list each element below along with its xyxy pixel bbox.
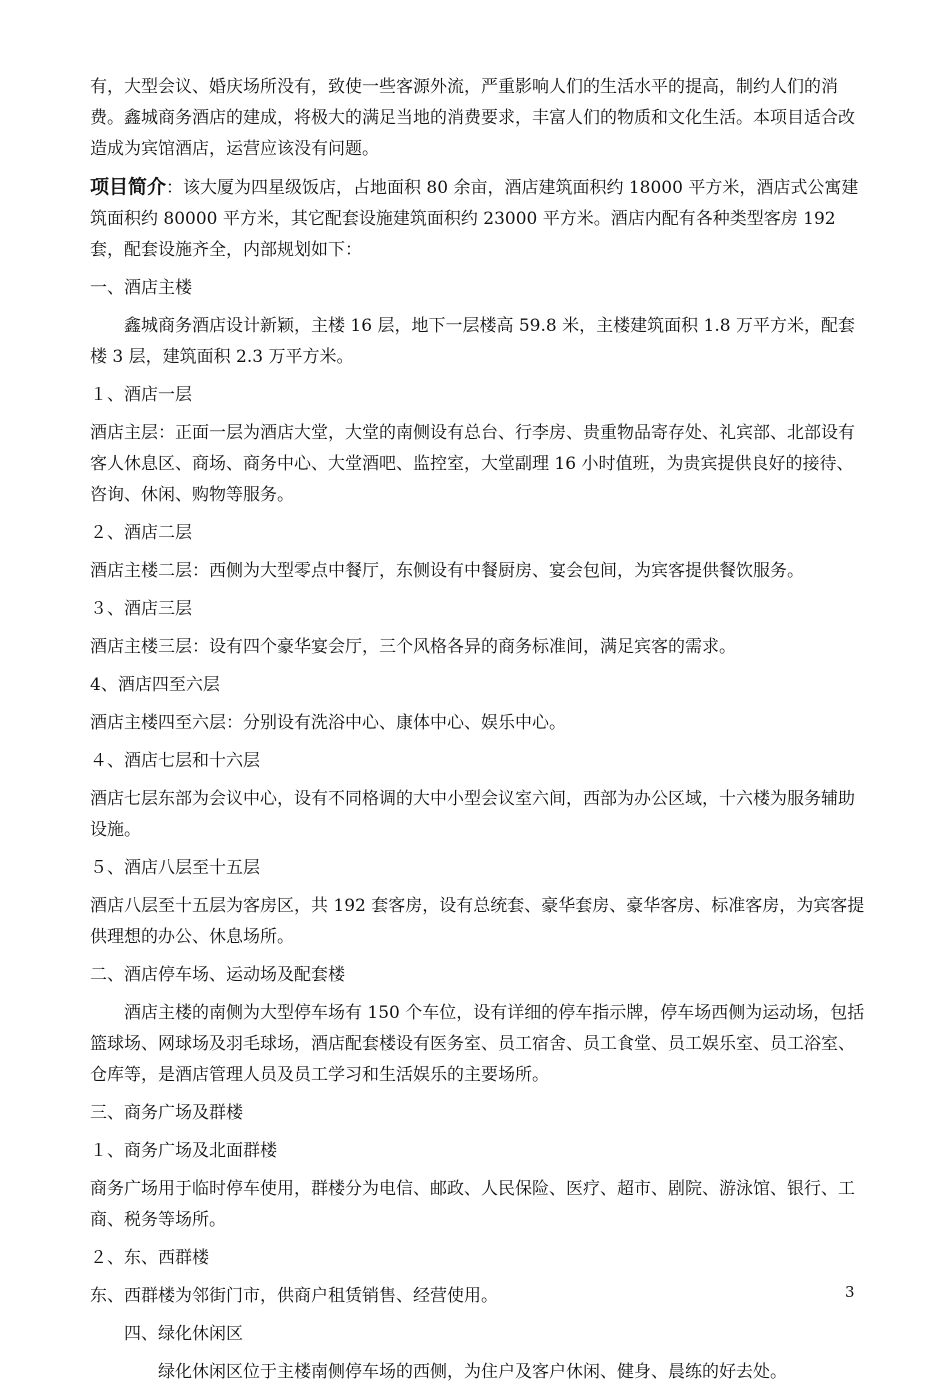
project-intro-body: ：该大厦为四星级饭店，占地面积 80 余亩，酒店建筑面积约 18000 平方米，酒店式公寓建筑面积约 80000 平方米，其它配套设施建筑面积约 23000 平方米。酒店内配有各种类型客房 192 套，配套设施齐全，内部规划如下：: [90, 178, 859, 260]
document-body: [90, 72, 865, 1395]
opening-paragraph: 有，大型会议、婚庆场所没有，致使一些客源外流，严重影响人们的生活水平的提高，制约人们的消费。鑫城商务酒店的建成，将极大的满足当地的消费要求，丰富人们的物质和文化生活。本项目适合改造成为宾馆酒店，运营应该没有问题。: [90, 77, 855, 159]
project-intro-paragraph: [90, 172, 865, 266]
section-1-2-title: ２、酒店二层: [90, 523, 192, 543]
section-3-1-title: １、商务广场及北面群楼: [90, 1141, 277, 1161]
section-1-title: 一、酒店主楼: [90, 278, 192, 298]
section-3-1-body: 商务广场用于临时停车使用，群楼分为电信、邮政、人民保险、医疗、超市、剧院、游泳馆、银行、工商、税务等场所。: [90, 1179, 855, 1230]
section-1-6-body: 酒店八层至十五层为客房区，共 192 套客房，设有总统套、豪华套房、豪华客房、标准客房，为宾客提供理想的办公、休息场所。: [90, 896, 865, 947]
section-3-2-title: ２、东、西群楼: [90, 1248, 209, 1268]
section-1-1-body: 酒店主层：正面一层为酒店大堂，大堂的南侧设有总台、行李房、贵重物品寄存处、礼宾部、北部设有客人休息区、商场、商务中心、大堂酒吧、监控室，大堂副理 16 小时值班，为贵宾提供良好的接待、咨询、休闲、购物等服务。: [90, 423, 855, 505]
section-3-2-body: 东、西群楼为邻街门市，供商户租赁销售、经营使用。: [90, 1286, 498, 1306]
section-4-title: 四、绿化休闲区: [124, 1324, 243, 1344]
section-1-3-body: 酒店主楼三层：设有四个豪华宴会厅，三个风格各异的商务标准间，满足宾客的需求。: [90, 637, 736, 657]
section-2-body: 酒店主楼的南侧为大型停车场有 150 个车位，设有详细的停车指示牌，停车场西侧为运动场，包括篮球场、网球场及羽毛球场，酒店配套楼设有医务室、员工宿舍、员工食堂、员工娱乐室、员工浴室、仓库等，是酒店管理人员及员工学习和生活娱乐的主要场所。: [90, 1003, 865, 1085]
section-1-1-title: １、酒店一层: [90, 385, 192, 405]
section-2-title: 二、酒店停车场、运动场及配套楼: [90, 965, 345, 985]
section-3-title: 三、商务广场及群楼: [90, 1103, 243, 1123]
section-1-4-body: 酒店主楼四至六层：分别设有洗浴中心、康体中心、娱乐中心。: [90, 713, 566, 733]
section-1-5-body: 酒店七层东部为会议中心，设有不同格调的大中小型会议室六间，西部为办公区域，十六楼为服务辅助设施。: [90, 789, 855, 840]
section-1-4-title: 4、酒店四至六层: [90, 675, 220, 695]
section-4-body: 绿化休闲区位于主楼南侧停车场的西侧，为住户及客户休闲、健身、晨练的好去处。: [158, 1362, 787, 1382]
section-1-6-title: ５、酒店八层至十五层: [90, 858, 260, 878]
project-intro-heading: 项目简介: [90, 176, 167, 198]
section-1-5-title: ４、酒店七层和十六层: [90, 751, 260, 771]
section-1-3-title: ３、酒店三层: [90, 599, 192, 619]
page-number: 3: [845, 1283, 855, 1301]
section-1-2-body: 酒店主楼二层：西侧为大型零点中餐厅，东侧设有中餐厨房、宴会包间，为宾客提供餐饮服务。: [90, 561, 804, 581]
section-1-body: 鑫城商务酒店设计新颖，主楼 16 层，地下一层楼高 59.8 米，主楼建筑面积 1.8 万平方米，配套楼 3 层，建筑面积 2.3 万平方米。: [90, 316, 855, 367]
